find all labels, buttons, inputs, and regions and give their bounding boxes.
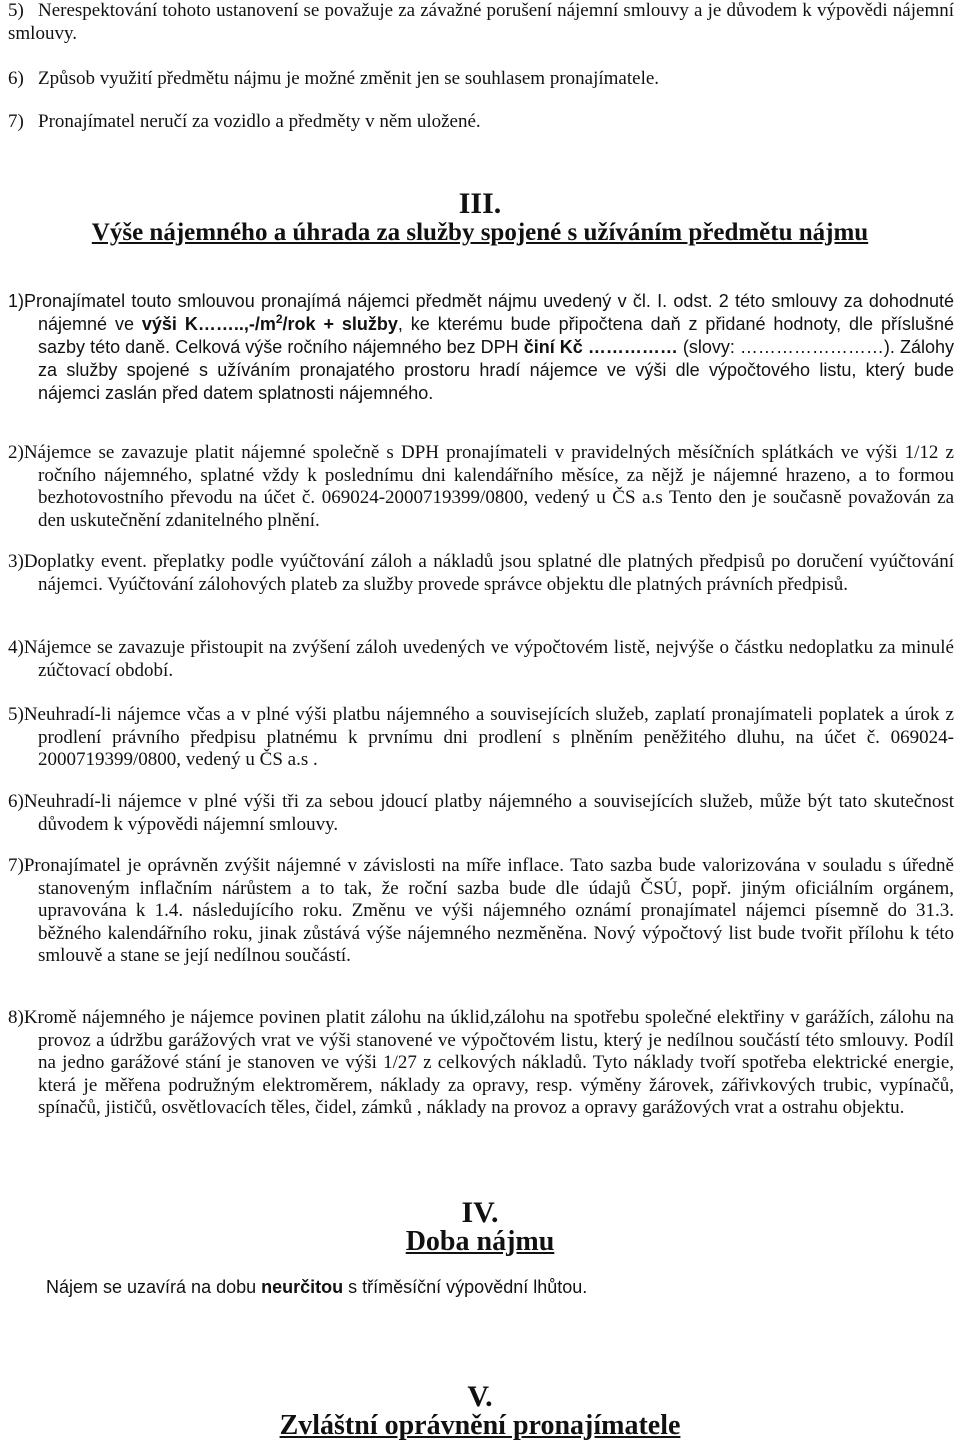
item-text: Pronajímatel je oprávněn zvýšit nájemné v závislosti na míře inflace. Tato sazba bude valorizována v souladu s úředně stanoveným inflačním nárůstem a to tak, že roční sazba bude dle údajů ČSÚ, popř. jiným oficiálním orgánem, upravována k 1.4. následujícího roku. Změnu ve výši nájemného oznámí pronajímatel nájemci písemně do 31.3. běžného kalendářního roku, jinak zůstává výše nájemného nezměněna. Nový výpočtový list bude tvořit přílohu k této smlouvě a stane se její nedílnou součástí.	[23, 855, 954, 966]
section-4-number: IV.	[461, 1196, 499, 1229]
item-text: Pronajímatel neručí za vozidlo a předměty v něm uložené.	[38, 111, 481, 132]
annual-rent-bold: činí Kč ……………	[523, 337, 678, 357]
item-text: Nájemce se zavazuje platit nájemné společně s DPH pronajímateli v pravidelných měsíčních splátkách ve výši 1/12 z ročního nájemného, splatné vždy k poslednímu dni kalendářního měsíce, za nějž je nájemné hrazeno, a to formou bezhotovostního převodu na účet č. 069024-2000719399/0800, vedený u ČS a.s Tento den je současně považován za den uskutečnění zdanitelného plnění.	[23, 442, 954, 531]
paragraph-section3-item-7	[8, 855, 954, 968]
section-5-title: Zvláštní oprávnění pronajímatele	[279, 1410, 681, 1441]
rent-amount-tail: /rok + služby	[282, 314, 398, 334]
section-5-number: V.	[467, 1380, 493, 1413]
item-number: 3)	[8, 551, 24, 572]
section-4-title: Doba nájmu	[405, 1226, 555, 1257]
rent-amount-bold	[142, 314, 398, 334]
item-number: 7)	[8, 111, 24, 132]
item-text-part: Pronajímatel touto smlouvou pronajímá nájemci předmět nájmu uvedený v čl. I. odst. 2 této smlouvy za dohodnuté nájemné ve	[24, 291, 954, 334]
item-text: Neuhradí-li nájemce včas a v plné výši platbu nájemného a souvisejících služeb, zaplatí pronajímateli poplatek a úrok z prodlení právního předpisu platnému k prvnímu dni prodlení s plněním peněžitého dluhu, na účet č. 069024-2000719399/0800, vedený u ČS a.s .	[23, 704, 954, 770]
paragraph-item-6	[8, 68, 954, 91]
paragraph-section3-item-5	[8, 704, 954, 772]
item-text-part: (slovy: ……………………). Zálohy za služby spojené s užíváním pronajatého prostoru hradí nájemce ve výši dle výpočtového listu, který bude nájemci zaslán před datem splatnosti nájemného.	[38, 337, 954, 403]
paragraph-section3-item-3	[8, 551, 954, 596]
item-text: Neuhradí-li nájemce v plné výši tři za sebou jdoucí platby nájemného a souvisejících služeb, může být tato skutečnost důvodem k výpovědi nájemní smlouvy.	[23, 791, 954, 835]
rent-amount-superscript: 2	[275, 312, 283, 326]
lease-term-text: Nájem se uzavírá na dobu	[46, 1277, 262, 1297]
item-text-part: , ke kterému bude připočtena daň z přidané hodnoty, dle příslušné sazby této daně. Celková výše ročního nájemného bez DPH	[38, 314, 954, 357]
item-text: Nájemce se zavazuje přistoupit na zvýšení záloh uvedených ve výpočtovém listě, nejvýše o částku nedoplatku za minulé zúčtovací období.	[23, 637, 954, 681]
item-text: Doplatky event. přeplatky podle vyúčtování záloh a nákladů jsou splatné dle platných předpisů po doručení vyúčtování nájemci. Vyúčtování zálohových plateb za služby provede správce objektu dle platných právních předpisů.	[23, 551, 954, 595]
item-text: Způsob využití předmětu nájmu je možné změnit jen se souhlasem pronajímatele.	[38, 68, 660, 89]
item-number: 5)	[8, 704, 24, 725]
item-number: 6)	[8, 68, 24, 89]
section-4-text	[46, 1276, 946, 1299]
paragraph-section3-item-8	[8, 1007, 954, 1120]
item-number: 7)	[8, 855, 24, 876]
item-number: 1)	[8, 291, 25, 311]
paragraph-item-7	[8, 111, 954, 134]
item-number: 5)	[8, 0, 24, 21]
item-number: 2)	[8, 442, 24, 463]
item-number: 6)	[8, 791, 24, 812]
rent-amount-text: výši K……..,-/m	[141, 314, 276, 334]
item-number: 8)	[8, 1007, 24, 1028]
lease-term-text-end: s tříměsíční výpovědní lhůtou.	[343, 1277, 588, 1297]
item-text: Kromě nájemného je nájemce povinen platit zálohu na úklid,zálohu na spotřebu společné elektřiny v garážích, zálohu na provoz a údržbu garážových vrat ve výši stanovené ve výpočtovém listu, který je nedílnou součástí této smlouvy. Podíl na jedno garážové stání je stanoven ve výši 1/27 z celkových nákladů. Tyto náklady tvoří spotřeba elektrické energie, která je měřena podružným elektroměrem, náklady za opravy, resp. výměny žárovek, zářivkových trubic, vypínačů, spínačů, jističů, osvětlovacích těles, čidel, zámků , náklady na provoz a opravy garážových vrat a ostrahu objektu.	[23, 1007, 954, 1118]
paragraph-section3-item-4	[8, 637, 954, 682]
section-3-number: III.	[458, 187, 502, 220]
paragraph-item-5	[8, 0, 954, 45]
item-number: 4)	[8, 637, 24, 658]
paragraph-section3-item-2	[8, 442, 954, 532]
section-3-title: Výše nájemného a úhrada za služby spojené s užíváním předmětu nájmu	[91, 219, 869, 246]
paragraph-section3-item-6	[8, 791, 954, 836]
paragraph-section3-item-1	[8, 290, 954, 405]
lease-term-bold: neurčitou	[261, 1277, 344, 1297]
item-text: Nerespektování tohoto ustanovení se považuje za závažné porušení nájemní smlouvy a je důvodem k výpovědi nájemní smlouvy.	[8, 0, 954, 44]
